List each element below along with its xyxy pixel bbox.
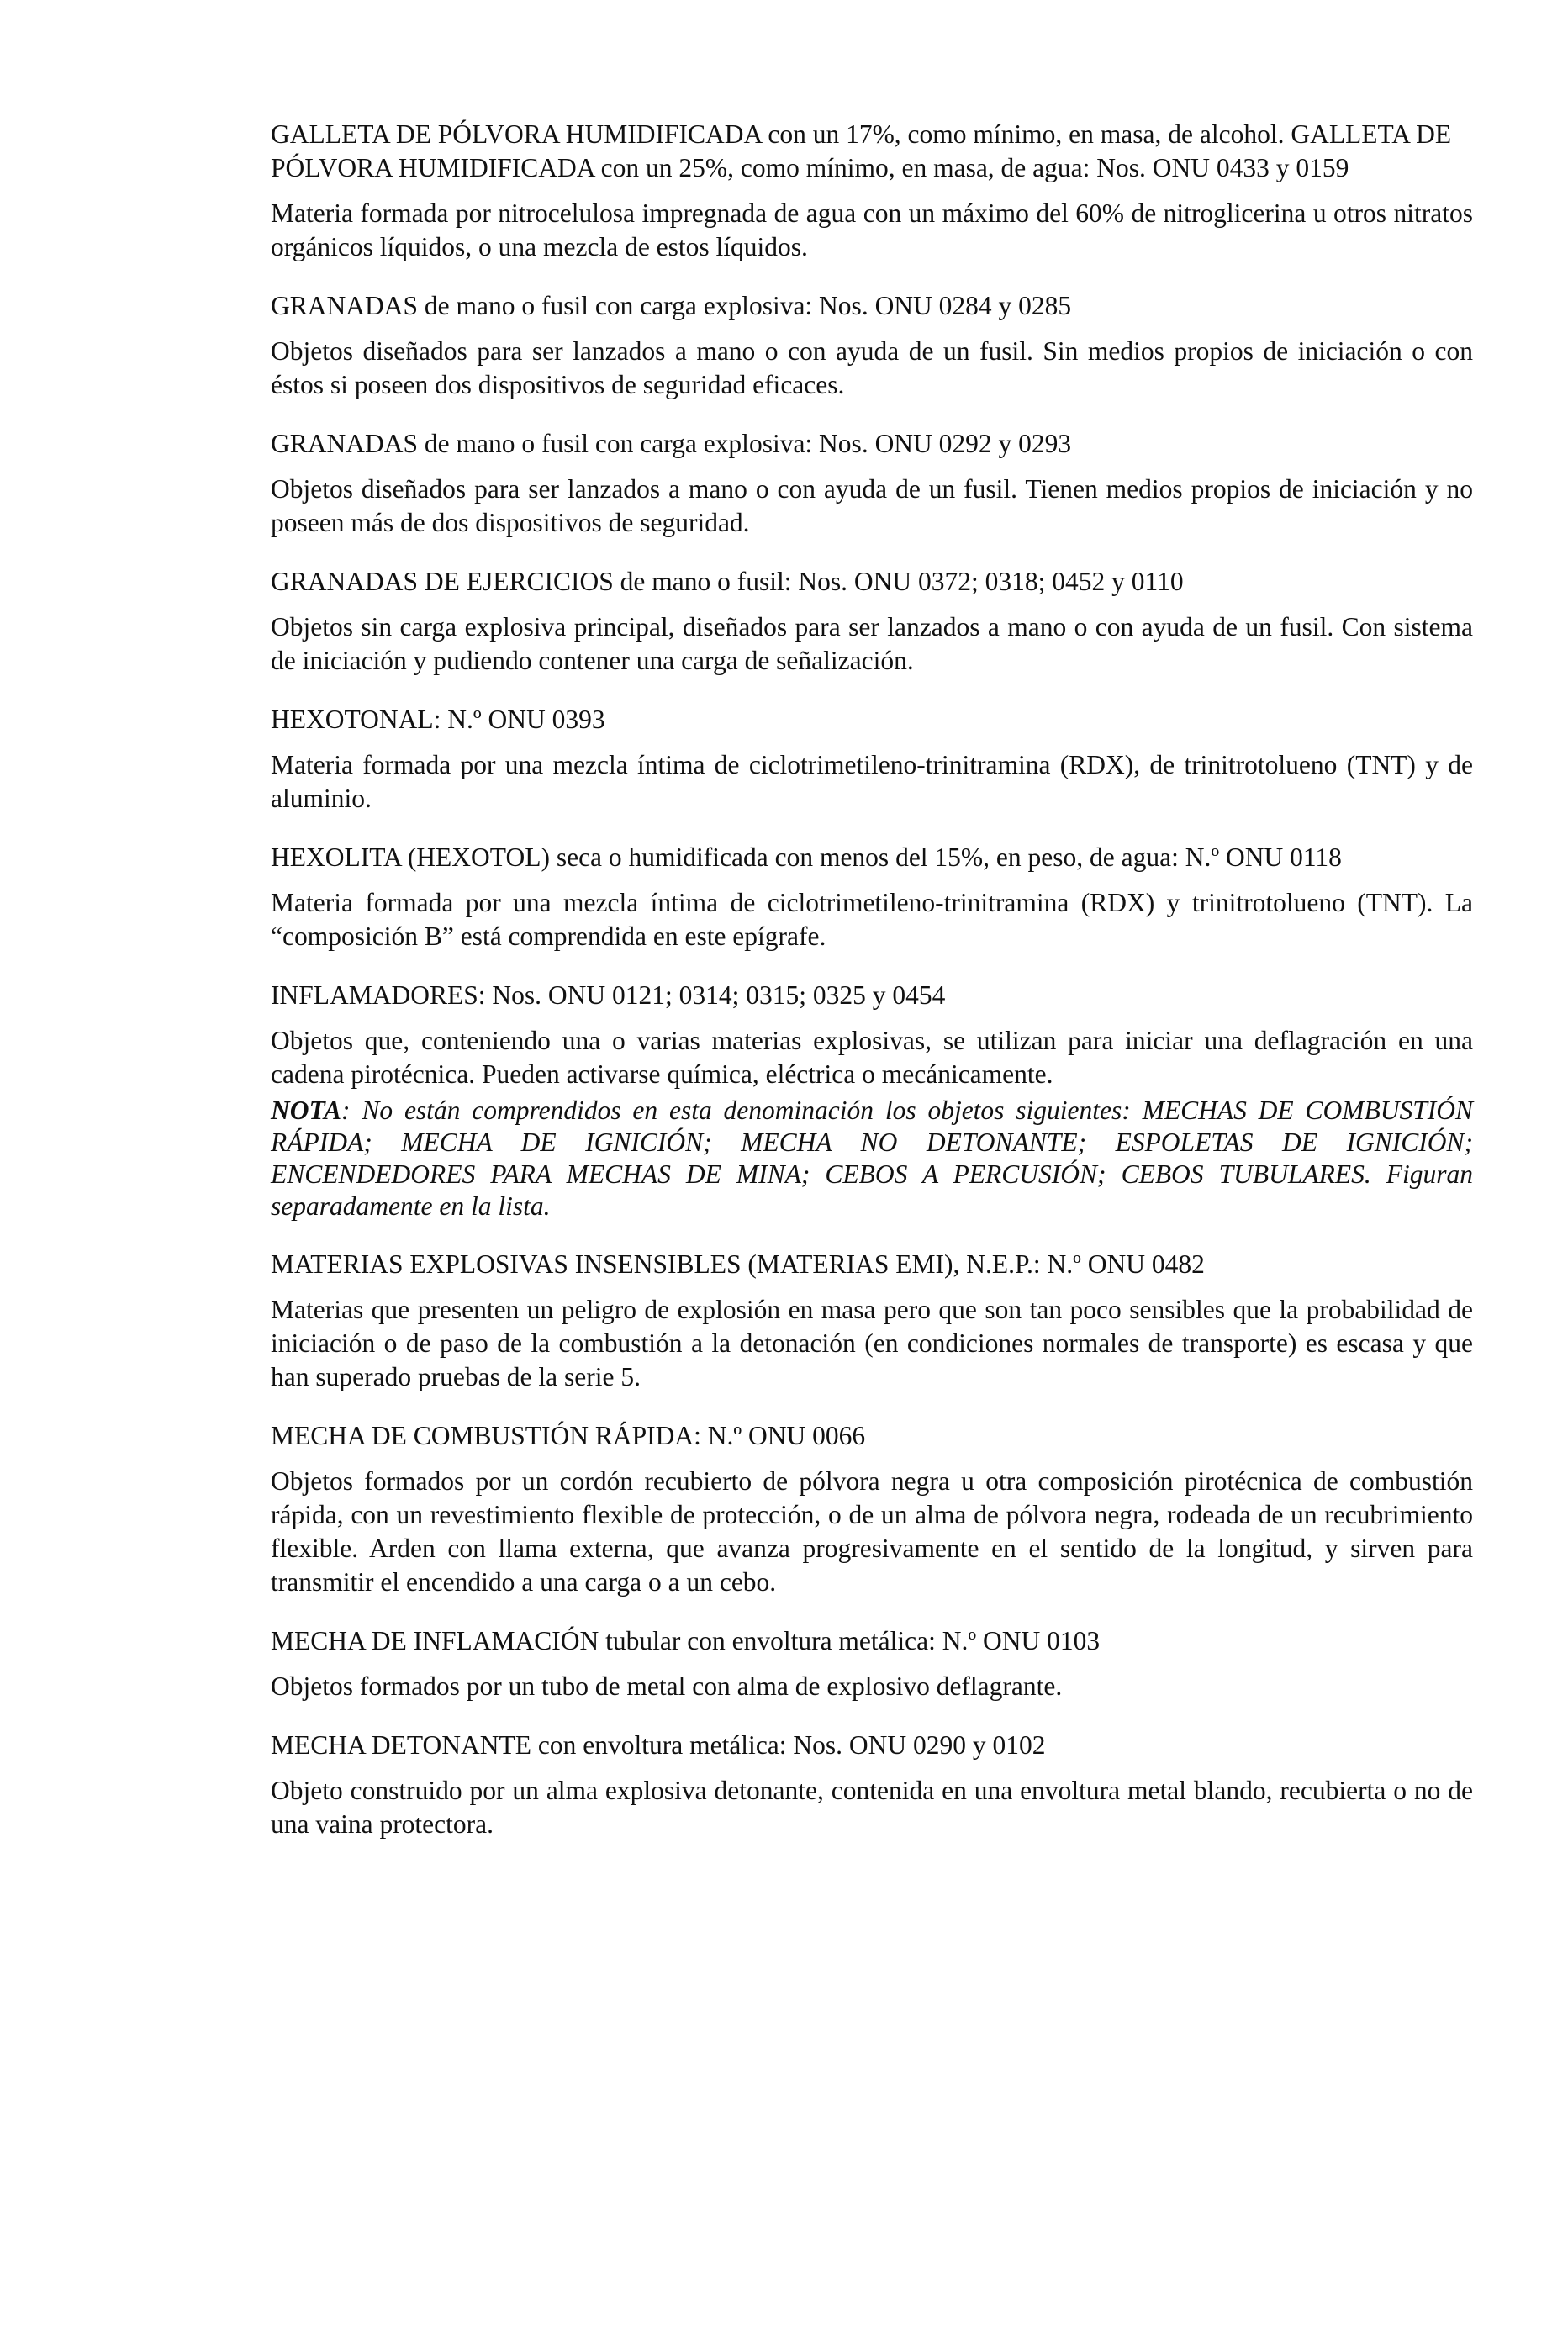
entry-description: Objetos formados por un cordón recubierto de pólvora negra u otra composición pirotécnica de combustión rápida, con un revestimiento flexible de protección, o de un alma de pólvora negra, rodeada de un recubrimiento flexible. Arden con llama externa, que avanza progresivamente en el sentido de la longitud, y sirven para transmitir el encendido a una carga o a un cebo. — [271, 1466, 1473, 1597]
entry-heading: MECHA DE COMBUSTIÓN RÁPIDA: N.º ONU 0066 — [271, 1421, 866, 1450]
entry-heading: GALLETA DE PÓLVORA HUMIDIFICADA con un 17%, como mínimo, en masa, de alcohol. GALLETA DE PÓLVORA HUMIDIFICADA con un 25%, como mínimo, en masa, de agua: Nos. ONU 0433 y 0159 — [271, 119, 1452, 182]
entry-description: Objetos formados por un tubo de metal con alma de explosivo deflagrante. — [271, 1671, 1063, 1701]
entry-description: Objeto construido por un alma explosiva detonante, contenida en una envoltura metal blando, recubierta o no de una vaina protectora. — [271, 1776, 1473, 1839]
entry-granadas-0292 — [271, 427, 1473, 540]
entry-mecha-inflamacion — [271, 1624, 1473, 1703]
entry-description: Materia formada por una mezcla íntima de ciclotrimetileno-trinitramina (RDX), de trinitrotolueno (TNT) y de aluminio. — [271, 750, 1473, 813]
entry-heading: MECHA DE INFLAMACIÓN tubular con envoltura metálica: N.º ONU 0103 — [271, 1626, 1101, 1655]
entry-heading: MATERIAS EXPLOSIVAS INSENSIBLES (MATERIAS EMI), N.E.P.: N.º ONU 0482 — [271, 1249, 1205, 1279]
entry-heading: GRANADAS de mano o fusil con carga explosiva: Nos. ONU 0284 y 0285 — [271, 291, 1072, 320]
entry-description: Materia formada por una mezcla íntima de ciclotrimetileno-trinitramina (RDX) y trinitrotolueno (TNT). La “composición B” está comprendida en este epígrafe. — [271, 888, 1473, 951]
entry-heading: HEXOLITA (HEXOTOL) seca o humidificada con menos del 15%, en peso, de agua: N.º ONU 0118 — [271, 842, 1342, 872]
entry-heading: MECHA DETONANTE con envoltura metálica: Nos. ONU 0290 y 0102 — [271, 1730, 1046, 1760]
entry-hexotonal — [271, 703, 1473, 816]
entry-heading: INFLAMADORES: Nos. ONU 0121; 0314; 0315; 0325 y 0454 — [271, 980, 946, 1010]
entry-hexolita — [271, 841, 1473, 953]
note-text: : No están comprendidos en esta denominación los objetos siguientes: MECHAS DE COMBUSTIÓN RÁPIDA; MECHA DE IGNICIÓN; MECHA NO DETONANTE; ESPOLETAS DE IGNICIÓN; ENCENDEDORES PARA MECHAS DE MINA; CEBOS A PERCUSIÓN; CEBOS TUBULARES. Figuran separadamente en la lista. — [271, 1096, 1473, 1221]
document-page — [271, 118, 1473, 1867]
entry-description: Objetos sin carga explosiva principal, diseñados para ser lanzados a mano o con ayuda de un fusil. Con sistema de iniciación y pudiendo contener una carga de señalización. — [271, 612, 1473, 675]
entry-note — [271, 1095, 1473, 1222]
entry-inflamadores — [271, 979, 1473, 1222]
entry-description: Materias que presenten un peligro de explosión en masa pero que son tan poco sensibles que la probabilidad de iniciación o de paso de la combustión a la detonación (en condiciones normales de transporte) es escasa y que han superado pruebas de la serie 5. — [271, 1295, 1473, 1391]
entry-description: Objetos que, conteniendo una o varias materias explosivas, se utilizan para iniciar una deflagración en una cadena pirotécnica. Pueden activarse química, eléctrica o mecánicamente. — [271, 1026, 1473, 1089]
entry-materias-emi — [271, 1248, 1473, 1394]
entry-heading: HEXOTONAL: N.º ONU 0393 — [271, 705, 605, 734]
entry-granadas-ejercicios — [271, 565, 1473, 678]
entry-galleta-polvora — [271, 118, 1473, 264]
note-label: NOTA — [271, 1096, 342, 1125]
entry-description: Objetos diseñados para ser lanzados a mano o con ayuda de un fusil. Sin medios propios de iniciación o con éstos si poseen dos dispositivos de seguridad eficaces. — [271, 336, 1473, 399]
entry-description: Materia formada por nitrocelulosa impregnada de agua con un máximo del 60% de nitroglicerina u otros nitratos orgánicos líquidos, o una mezcla de estos líquidos. — [271, 198, 1473, 261]
entry-granadas-0284 — [271, 289, 1473, 402]
entry-mecha-detonante — [271, 1729, 1473, 1841]
entry-heading: GRANADAS DE EJERCICIOS de mano o fusil: Nos. ONU 0372; 0318; 0452 y 0110 — [271, 567, 1184, 596]
entry-mecha-combustion-rapida — [271, 1419, 1473, 1599]
entry-description: Objetos diseñados para ser lanzados a mano o con ayuda de un fusil. Tienen medios propios de iniciación y no poseen más de dos dispositivos de seguridad. — [271, 474, 1473, 537]
entry-heading: GRANADAS de mano o fusil con carga explosiva: Nos. ONU 0292 y 0293 — [271, 429, 1072, 458]
